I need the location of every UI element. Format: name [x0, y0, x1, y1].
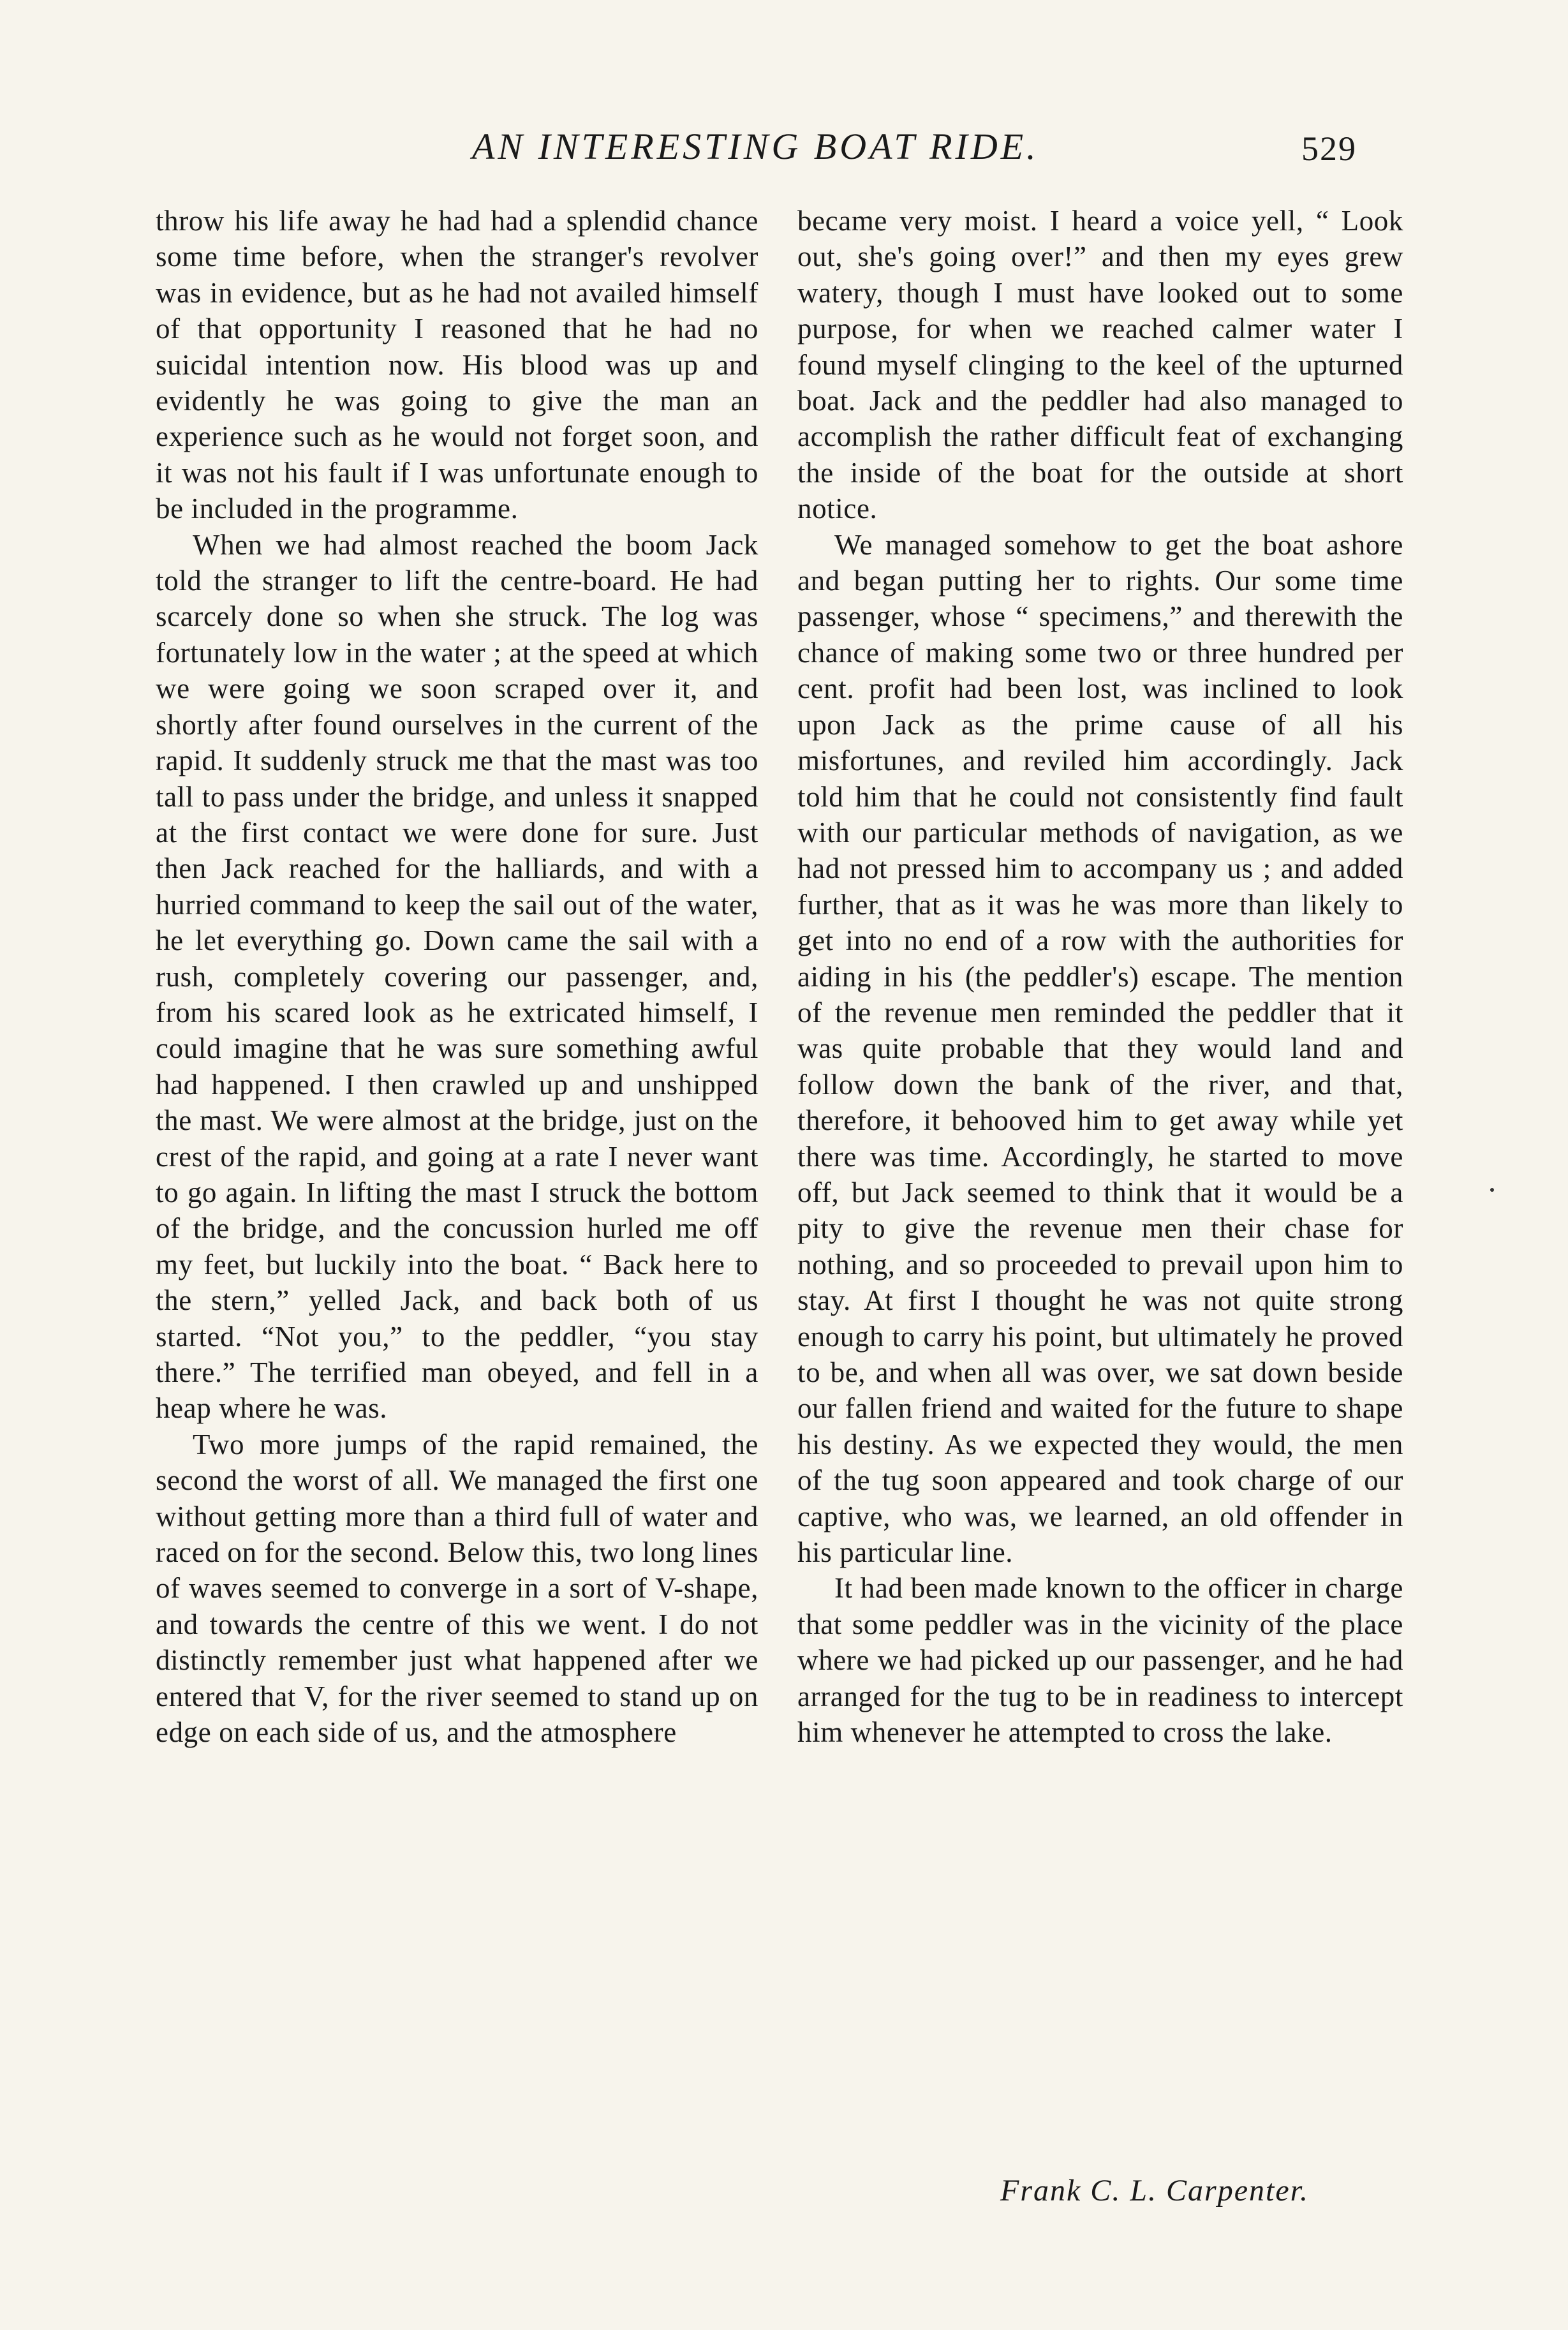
- author-signature: Frank C. L. Carpenter.: [1000, 2174, 1310, 2208]
- page-number: 529: [1301, 130, 1357, 168]
- print-speck: [1490, 1188, 1494, 1192]
- right-column: [797, 203, 1403, 1750]
- running-title: AN INTERESTING BOAT RIDE.: [472, 126, 1039, 167]
- paragraph: became very moist. I heard a voice yell, “ Look out, she's going over!” and then my eyes grew watery, though I must have looked out to some purpose, for when we reached calmer water I found myself clinging to the keel of the upturned boat. Jack and the peddler had also managed to accomplish the rather difficult feat of exchanging the inside of the boat for the outside at short notice.: [797, 205, 1403, 525]
- paragraph: When we had almost reached the boom Jack told the stranger to lift the centre-board. He had scarcely done so when she struck. The log was fortunately low in the water ; at the speed at which we were going we soon scraped over it, and shortly after found ourselves in the current of the rapid. It suddenly struck me that the mast was too tall to pass under the bridge, and unless it snapped at the first contact we were done for sure. Just then Jack reached for the halliards, and with a hurried command to keep the sail out of the water, he let everything go. Down came the sail with a rush, completely covering our passenger, and, from his scared look as he extricated himself, I could imagine that he was sure something awful had happened. I then crawled up and unshipped the mast. We were almost at the bridge, just on the crest of the rapid, and going at a rate I never want to go again. In lifting the mast I struck the bottom of the bridge, and the concussion hurled me off my feet, but luckily into the boat. “ Back here to the stern,” yelled Jack, and back both of us started. “Not you,” to the peddler, “you stay there.” The terrified man obeyed, and fell in a heap where he was.: [156, 528, 758, 1425]
- paragraph: We managed somehow to get the boat ashore and began putting her to rights. Our some time passenger, whose “ specimens,” and therewith the chance of making some two or three hundred per cent. profit had been lost, was inclined to look upon Jack as the prime cause of all his misfortunes, and reviled him accordingly. Jack told him that he could not consistently find fault with our particular methods of navigation, as we had not pressed him to accompany us ; and added further, that as it was he was more than likely to get into no end of a row with the authorities for aiding in his (the peddler's) escape. The mention of the revenue men reminded the peddler that it was quite probable that they would land and follow down the bank of the river, and that, therefore, it behooved him to get away while yet there was time. Accordingly, he started to move off, but Jack seemed to think that it would be a pity to give the revenue men their chase for nothing, and so proceeded to prevail upon him to stay. At first I thought he was not quite strong enough to carry his point, but ultimately he proved to be, and when all was over, we sat down beside our fallen friend and waited for the future to shape his destiny. As we expected they would, the men of the tug soon appeared and took charge of our captive, who was, we learned, an old offender in his particular line.: [797, 528, 1403, 1569]
- paragraph: Two more jumps of the rapid remained, the second the worst of all. We managed the first one without getting more than a third full of water and raced on for the second. Below this, two long lines of waves seemed to converge in a sort of V-shape, and towards the centre of this we went. I do not distinctly remember just what happened after we entered that V, for the river seemed to stand up on edge on each side of us, and the atmosphere: [156, 1428, 758, 1749]
- left-column: [156, 203, 758, 1750]
- paragraph: throw his life away he had had a splendid chance some time before, when the stranger's revolver was in evidence, but as he had not availed himself of that opportunity I reasoned that he had no suicidal intention now. His blood was up and evidently he was going to give the man an experience such as he would not forget soon, and it was not his fault if I was unfortunate enough to be included in the programme.: [156, 205, 758, 525]
- page-header: [0, 125, 1568, 176]
- paragraph: It had been made known to the officer in charge that some peddler was in the vicinity of the place where we had picked up our passenger, and he had arranged for the tug to be in readiness to intercept him whenever he attempted to cross the lake.: [797, 1572, 1403, 1749]
